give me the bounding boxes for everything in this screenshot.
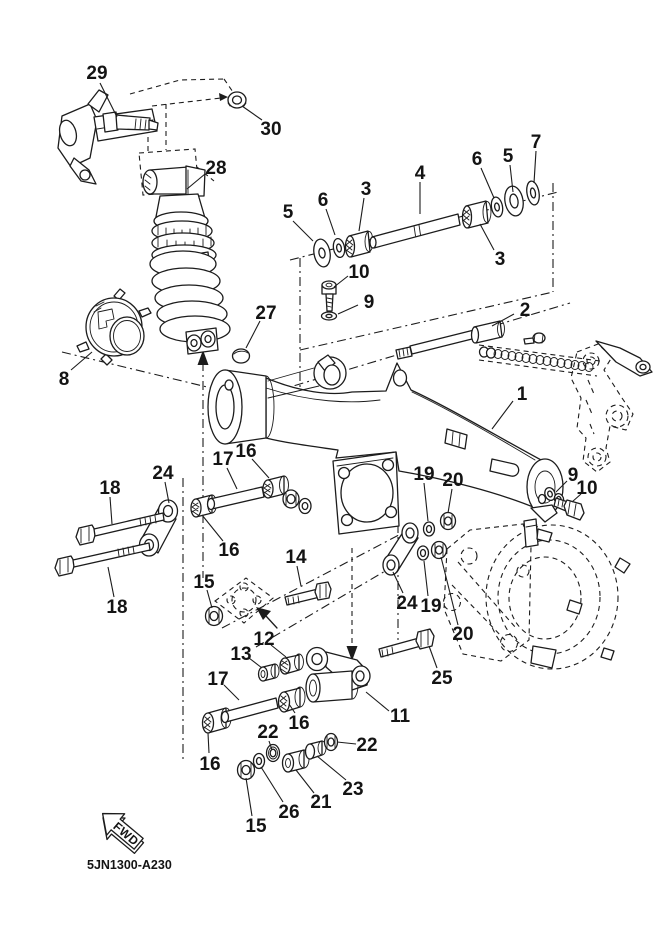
part-callout: 6 <box>317 190 329 211</box>
leader-line <box>246 778 252 816</box>
leader-line <box>296 770 314 793</box>
leader-line <box>246 321 260 348</box>
part-callout: 15 <box>245 816 267 837</box>
leader-line <box>110 497 112 524</box>
part-callout: 24 <box>396 593 418 614</box>
drive-chain <box>479 333 600 376</box>
part-callout: 25 <box>431 668 453 689</box>
part-callout: 14 <box>285 547 307 568</box>
part-callout: 18 <box>99 478 121 499</box>
part-callout: 29 <box>86 63 108 84</box>
part-callout: 22 <box>257 722 279 743</box>
leader-line <box>448 489 452 513</box>
leader-line <box>424 483 428 521</box>
swingarm-front-boss <box>208 370 274 444</box>
part-callout: 11 <box>389 706 411 727</box>
leader-line <box>366 692 389 711</box>
part-callout: 28 <box>205 158 227 179</box>
part-callout: 7 <box>530 132 542 153</box>
part-callout: 22 <box>356 735 378 756</box>
part-callout: 2 <box>519 300 531 321</box>
part-callout: 16 <box>199 754 221 775</box>
swingarm-front-flange <box>333 452 399 534</box>
figure-code: 5JN1300-A230 <box>87 858 172 872</box>
swingarm <box>208 355 563 534</box>
part-callout: 9 <box>363 292 375 313</box>
part-callout: 17 <box>207 669 229 690</box>
part-callout: 8 <box>58 369 70 390</box>
leader-line <box>334 276 348 287</box>
part-callout: 12 <box>253 629 275 650</box>
leader-line <box>492 401 513 429</box>
nut-20-upper <box>441 513 456 530</box>
shaft-4 <box>370 214 460 248</box>
part-callout: 21 <box>310 792 332 813</box>
arm-axle-set <box>312 180 541 268</box>
leader-line <box>317 756 346 780</box>
link-shaft-upper <box>191 476 311 517</box>
part-callout: 16 <box>235 441 257 462</box>
part-callout: 20 <box>442 470 464 491</box>
leader-line <box>297 566 301 586</box>
leader-line <box>227 468 237 489</box>
nut-15-upper <box>206 607 223 626</box>
leader-line <box>492 314 514 326</box>
part-callout: 26 <box>278 802 300 823</box>
leader-line <box>441 557 458 625</box>
bushing-3-right <box>463 201 492 228</box>
part-callout: 19 <box>413 464 435 485</box>
bushing-3-left <box>346 231 374 257</box>
fwd-label: FWD <box>110 819 142 849</box>
part-callout: 19 <box>420 596 442 617</box>
leader-line <box>337 742 356 744</box>
leader-line <box>359 198 364 231</box>
leader-line <box>208 733 209 753</box>
long-bolt-18-lower <box>55 543 150 576</box>
part-callout: 15 <box>193 572 215 593</box>
end-cap <box>233 349 250 363</box>
leader-line <box>326 209 335 235</box>
torque-bracket <box>571 341 652 472</box>
part-callout: 3 <box>494 249 506 270</box>
leader-line <box>261 767 283 802</box>
washer-22-left <box>267 745 280 762</box>
part-callout: 10 <box>576 478 598 499</box>
relay-bolt-25 <box>379 629 434 657</box>
part-callout: 10 <box>348 262 370 283</box>
part-callout: 30 <box>260 119 282 140</box>
hardware-row <box>238 734 338 780</box>
shock-absorber <box>143 166 230 354</box>
part-callout: 4 <box>414 163 426 184</box>
part-callout: 16 <box>288 713 310 734</box>
nut-15-lower <box>238 761 255 780</box>
leader-line <box>481 168 494 198</box>
washer-19-lower <box>418 546 429 560</box>
part-callout: 3 <box>360 179 372 200</box>
washer-22-right <box>325 734 338 751</box>
joint-bolt-14 <box>285 582 331 605</box>
part-callout: 18 <box>106 597 128 618</box>
final-drive-housing <box>444 519 631 669</box>
leader-line <box>202 515 223 541</box>
leader-line <box>429 646 437 668</box>
washer-26 <box>254 754 265 769</box>
part-callout: 20 <box>452 624 474 645</box>
part-callout: 1 <box>516 384 528 405</box>
part-callout: 9 <box>567 465 579 486</box>
leader-line <box>108 567 114 597</box>
nut-20-lower <box>432 542 447 559</box>
part-callout: 24 <box>152 463 174 484</box>
part-callout: 13 <box>230 644 252 665</box>
fwd-tag <box>92 803 150 859</box>
part-callout: 27 <box>255 303 277 324</box>
right-arrow-icon <box>219 93 228 101</box>
pivot-nut-30 <box>228 92 246 108</box>
arm-cover <box>77 289 151 365</box>
part-callout: 17 <box>212 449 234 470</box>
leader-line <box>480 224 494 250</box>
joint-install-reference <box>215 578 277 628</box>
part-callout: 16 <box>218 540 240 561</box>
leader-line <box>293 221 313 241</box>
part-callout: 6 <box>471 149 483 170</box>
relay-arm-center <box>306 648 370 703</box>
washer-19-upper <box>424 522 435 536</box>
leader-line <box>534 151 536 183</box>
leader-line <box>242 106 262 120</box>
part-callout: 5 <box>282 202 294 223</box>
leader-line <box>338 305 358 314</box>
part-callout: 5 <box>502 146 514 167</box>
leader-line <box>71 352 92 370</box>
bushing-12 <box>280 654 304 674</box>
part-callout: 23 <box>342 779 364 800</box>
collar-13 <box>259 664 280 681</box>
leader-line <box>424 561 428 596</box>
spacer-23 <box>306 741 327 759</box>
